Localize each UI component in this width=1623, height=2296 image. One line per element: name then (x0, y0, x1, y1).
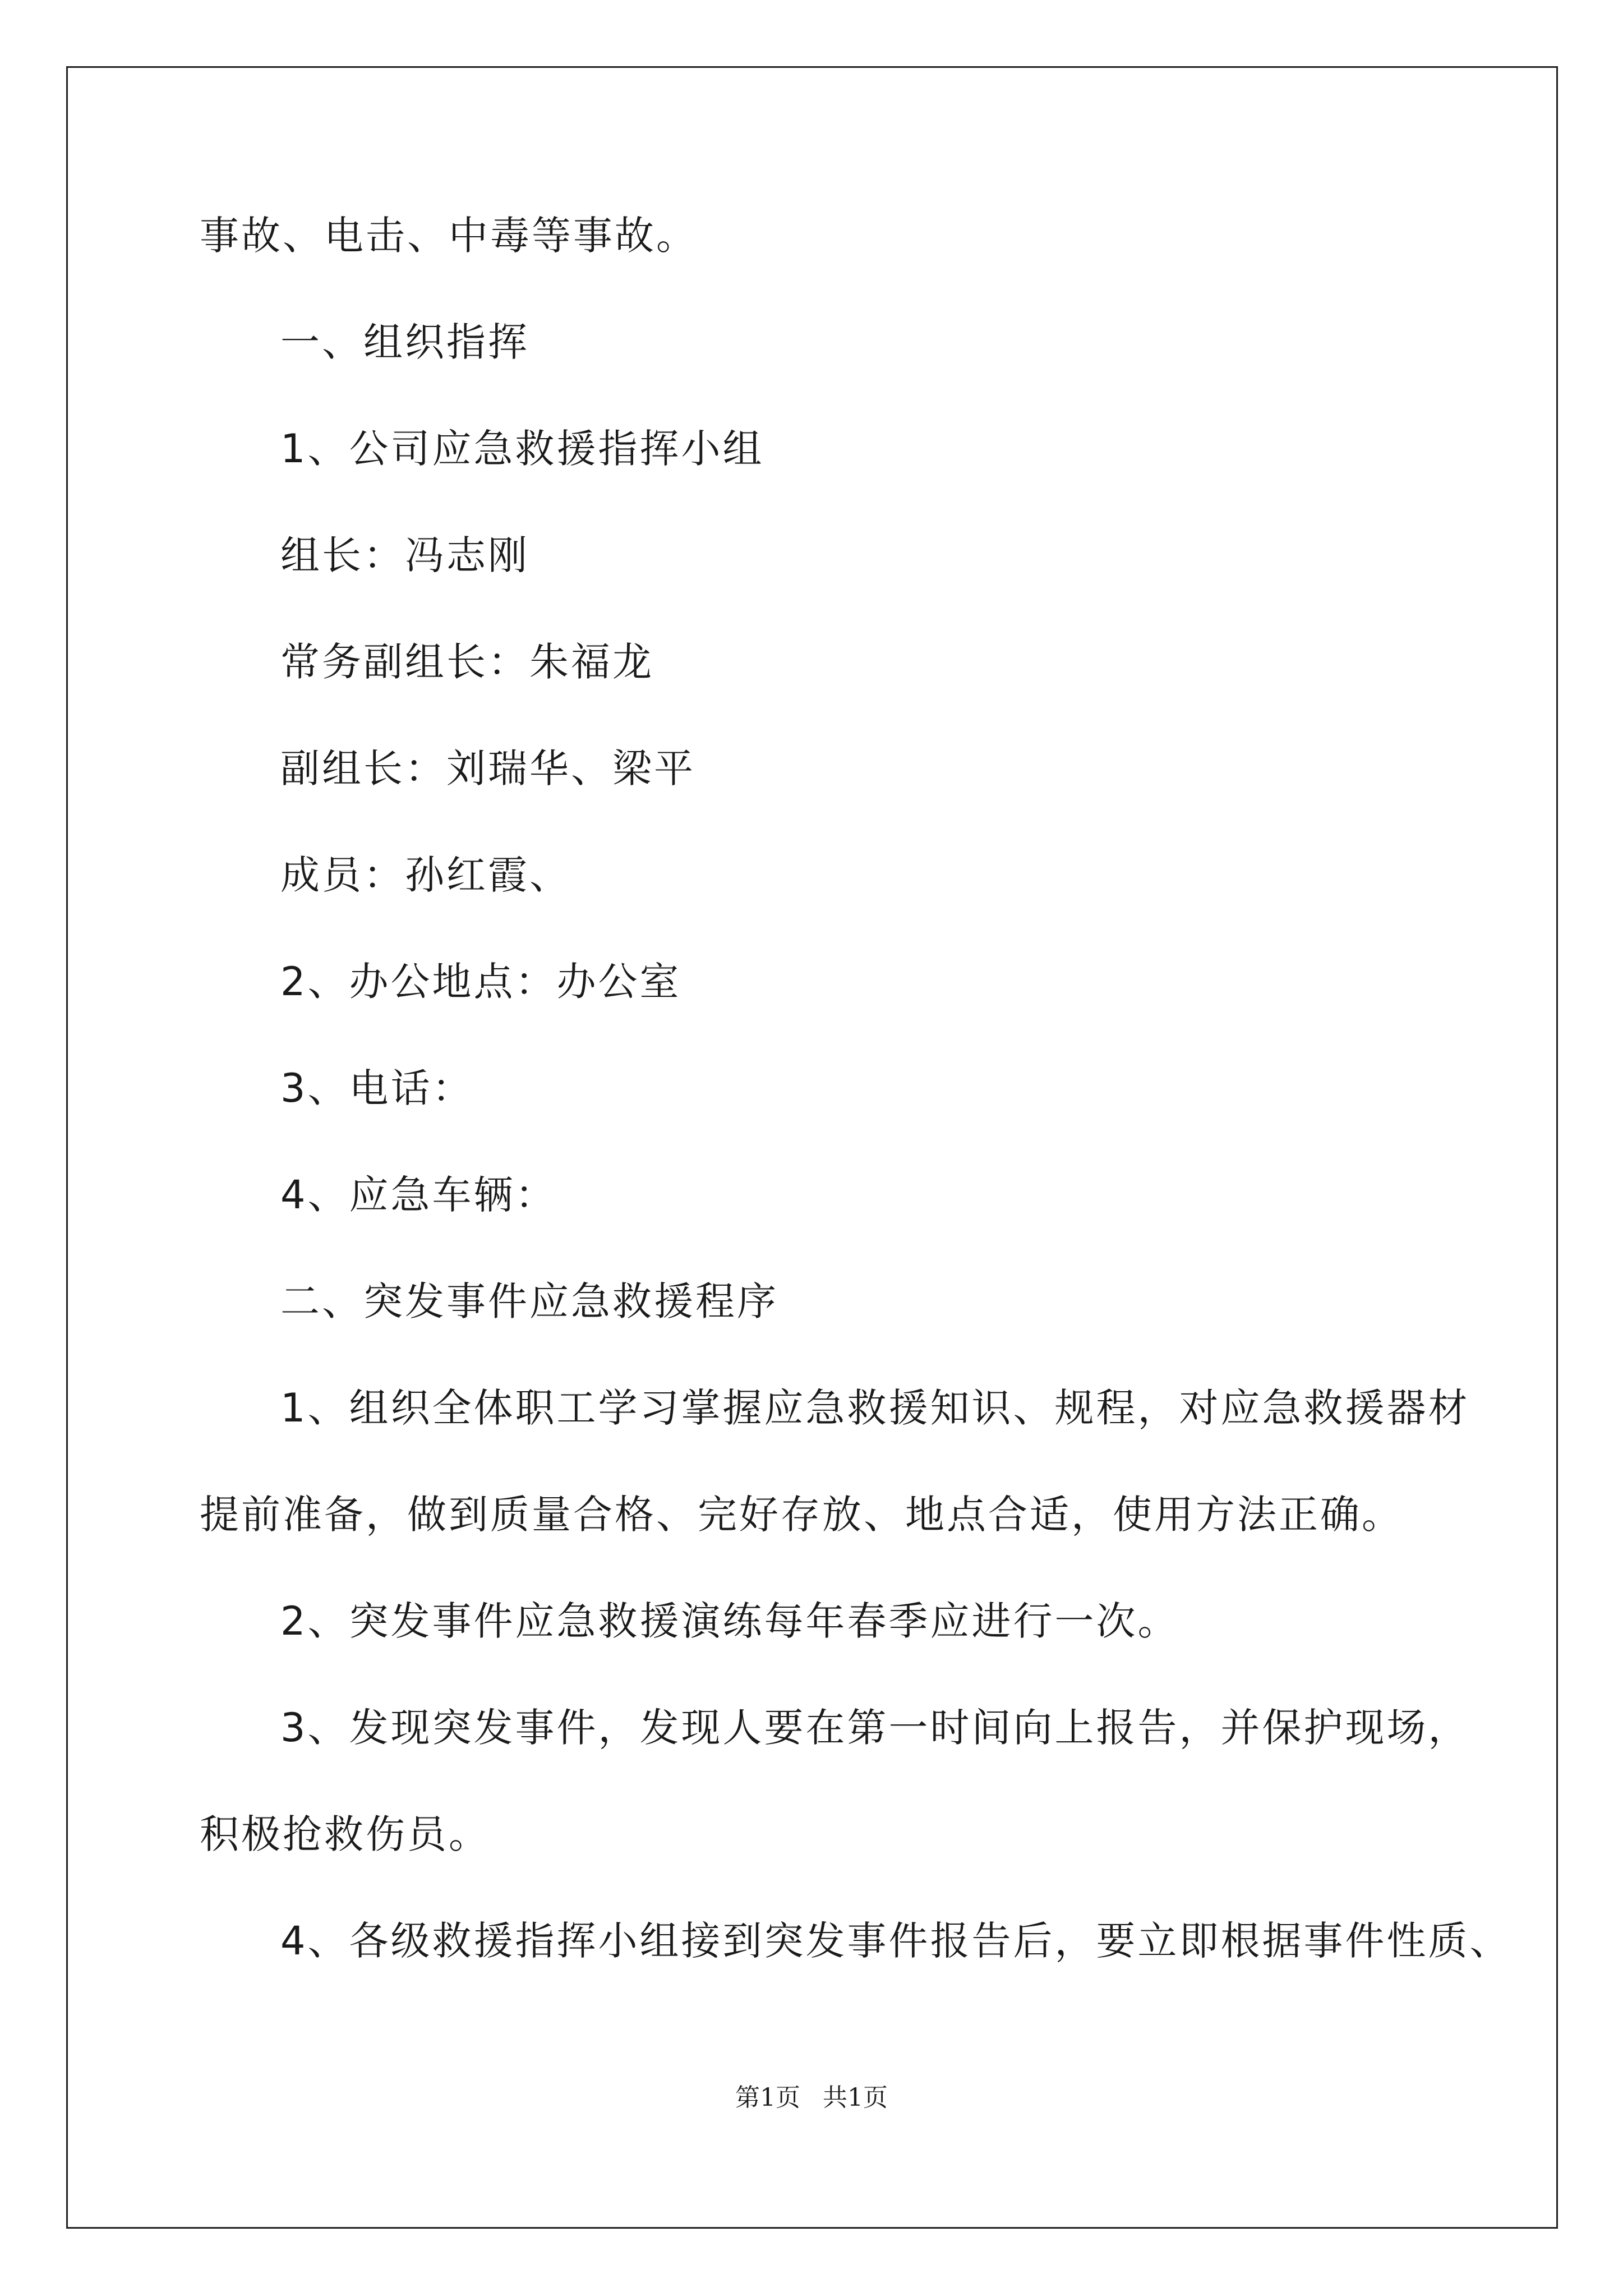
phone-line: 3、电话： (280, 1065, 474, 1111)
executive-deputy-line: 常务副组长：朱福龙 (280, 639, 654, 685)
paragraph-3-line-2: 积极抢救伤员。 (200, 1811, 490, 1857)
page-number-current: 第1页 (735, 2083, 800, 2112)
leader-line: 组长：冯志刚 (280, 532, 529, 578)
section-heading-1: 一、组织指挥 (280, 319, 529, 365)
members-line: 成员：孙红霞、 (280, 852, 571, 898)
page-number-total: 共1页 (823, 2083, 888, 2112)
subheading-command-group: 1、公司应急救援指挥小组 (280, 426, 764, 472)
page-border (66, 66, 1558, 2229)
paragraph-3-line-1: 3、发现突发事件，发现人要在第一时间向上报告，并保护现场， (280, 1705, 1470, 1751)
deputy-leader-line: 副组长：刘瑞华、梁平 (280, 746, 695, 792)
paragraph-line-1: 事故、电击、中毒等事故。 (200, 213, 698, 259)
paragraph-1-line-2: 提前准备，做到质量合格、完好存放、地点合适，使用方法正确。 (200, 1492, 1403, 1538)
section-heading-2: 二、突发事件应急救援程序 (280, 1278, 778, 1324)
paragraph-1-line-1: 1、组织全体职工学习掌握应急救援知识、规程，对应急救援器材 (280, 1385, 1470, 1431)
vehicle-line: 4、应急车辆： (280, 1172, 557, 1218)
page-footer (0, 2081, 1623, 2115)
office-location-line: 2、办公地点：办公室 (280, 959, 681, 1005)
paragraph-2: 2、突发事件应急救援演练每年春季应进行一次。 (280, 1598, 1179, 1644)
paragraph-4-line-1: 4、各级救援指挥小组接到突发事件报告后，要立即根据事件性质、 (280, 1918, 1511, 1964)
